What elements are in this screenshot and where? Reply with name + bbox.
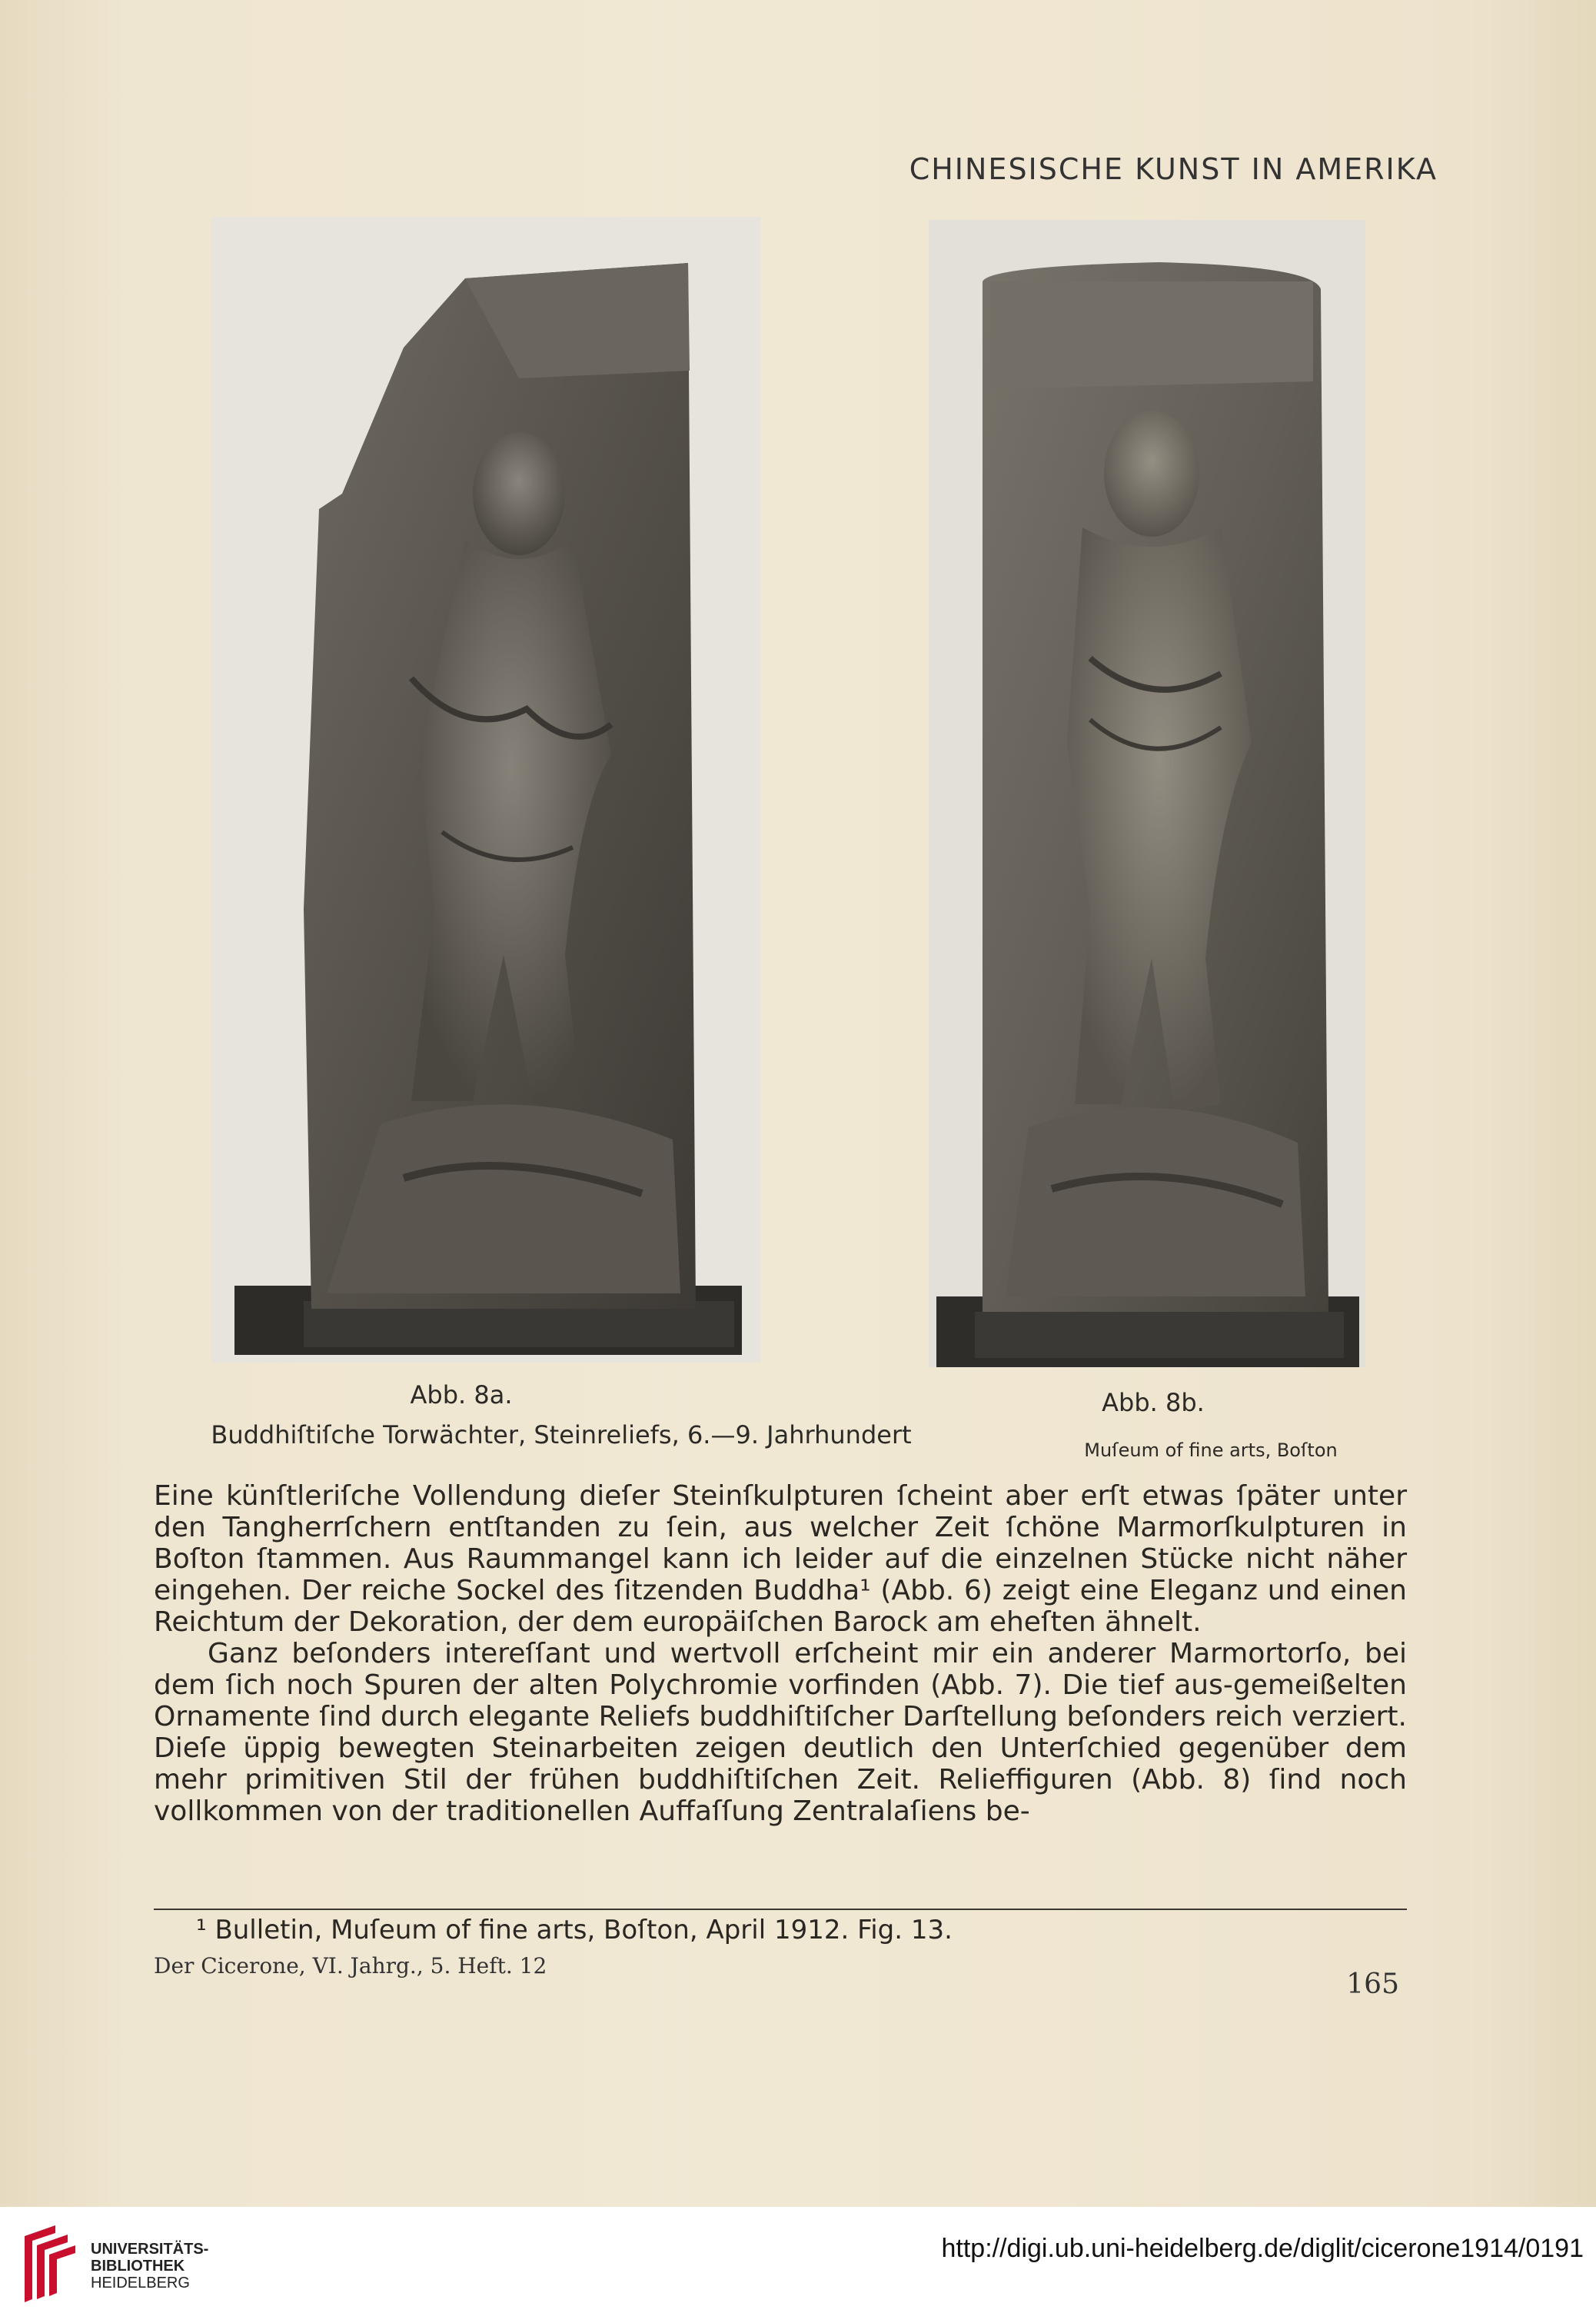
figure-8a-label: Abb. 8a.: [410, 1380, 513, 1409]
footnote: ¹ Bulletin, Muſeum of fine arts, Boſton, April 1912. Fig. 13.: [196, 1915, 953, 1945]
figure-8b-label: Abb. 8b.: [1102, 1388, 1205, 1417]
body-paragraph-1: Eine künſtleriſche Vollendung dieſer Steinſkulpturen ſcheint aber erſt etwas ſpäter unter den Tangherrſchern entſtanden zu ſein, aus welcher Zeit ſchöne Marmorſkulpturen in Boſton ſtammen. Aus Raummangel kann ich leider auf die einzelnen Stücke nicht näher eingehen. Der reiche Sockel des ſitzenden Buddha¹ (Abb. 6) zeigt eine Eleganz und einen Reichtum der Dekoration, der dem europäiſchen Barock am eheſten ähnelt.: [154, 1480, 1407, 1638]
library-name-line-3: HEIDELBERG: [91, 2275, 190, 2291]
figure-8b-photo: [929, 220, 1365, 1367]
library-name-line-1: UNIVERSITÄTS-: [91, 2241, 209, 2258]
library-name-line-2: BIBLIOTHEK: [91, 2258, 185, 2275]
page-number: 165: [1346, 1969, 1399, 2000]
running-header: CHINESISCHE KUNST IN AMERIKA: [909, 152, 1438, 186]
body-paragraph-2: Ganz beſonders intereſſant und wertvoll erſcheint mir ein anderer Marmortorſo, bei dem ſich noch Spuren der alten Polychromie vorfinden (Abb. 7). Die tief aus-gemeißelten Ornamente ſind durch elegante Reliefs buddhiſtiſcher Darſtellung beſonders reich verziert. Dieſe üppig bewegten Steinarbeiten zeigen deutlich den Unterſchied gegenüber dem mehr primitiven Stil der frühen buddhiſtiſchen Zeit. Relieffiguren (Abb. 8) ſind noch vollkommen von der traditionellen Auffaſſung Zentralaſiens be-: [154, 1638, 1407, 1827]
figure-8b-caption: Muſeum of fine arts, Boſton: [1084, 1439, 1338, 1461]
relief-b-image: [929, 220, 1365, 1367]
source-url-link[interactable]: http://digi.ub.uni-heidelberg.de/diglit/cicerone1914/0191: [941, 2234, 1584, 2263]
figure-8a-photo: [211, 217, 760, 1363]
journal-signature: Der Cicerone, VI. Jahrg., 5. Heft. 12: [154, 1953, 547, 1979]
footnote-rule: [154, 1909, 1407, 1910]
figure-8a-caption: Buddhiſtiſche Torwächter, Steinreliefs, 6.—9. Jahrhundert: [211, 1420, 912, 1449]
article-body: [154, 1480, 1407, 1827]
library-name: [91, 2241, 291, 2291]
relief-a-image: [211, 217, 760, 1363]
university-library-logo-icon: [15, 2222, 80, 2308]
